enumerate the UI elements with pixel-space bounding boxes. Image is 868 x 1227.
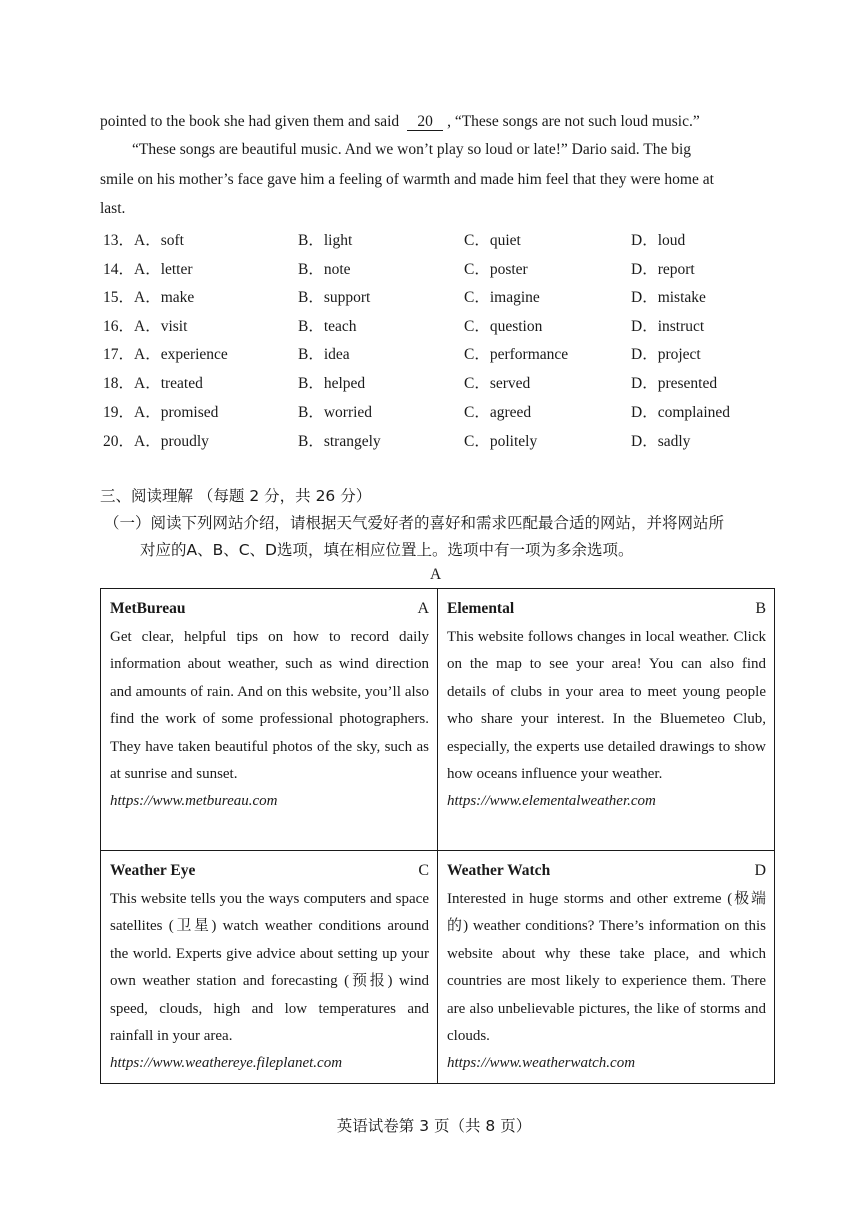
option-a: 16．A．visit — [103, 318, 188, 335]
option-d: D．loud — [631, 232, 686, 249]
website-description: Get clear, helpful tips on how to record daily information about weather, such as wind direction and amounts of rain. And on this website, you’ll also find the work of some professional photographers. They have taken beautiful photos of the sky, such as at sunrise and sunset. — [110, 629, 429, 783]
option-c: C．agreed — [464, 404, 532, 421]
website-card-weather-eye — [101, 851, 438, 1084]
question-row — [100, 285, 780, 305]
section-instruction-2: 对应的A、B、C、D选项，填在相应位置上。选项中有一项为多余选项。 — [140, 541, 634, 559]
passage-line-2: “These songs are beautiful music. And we won’t play so loud or late!” Dario said. The big — [132, 141, 692, 158]
section-instruction-1: （一）阅读下列网站介绍，请根据天气爱好者的喜好和需求匹配最合适的网站，并将网站所 — [104, 514, 725, 532]
question-row — [100, 371, 780, 391]
question-row — [100, 429, 780, 449]
option-c: C．served — [464, 375, 531, 392]
website-url: https://www.weatherwatch.com — [447, 1055, 636, 1072]
website-name: MetBureau — [110, 600, 186, 617]
option-c: C．poster — [464, 261, 528, 278]
option-d: D．project — [631, 346, 701, 363]
option-b: B．worried — [298, 404, 373, 421]
question-row — [100, 342, 780, 362]
option-b: B．support — [298, 289, 371, 306]
website-description: This website tells you the ways computers and space satellites (卫星) watch weather conditions around the world. Experts give advice about setting up your own weather station and forecasting (预报) wind speed, clouds, high and low temperatures and rainfall in your area. — [110, 891, 429, 1045]
website-table — [100, 588, 775, 1084]
website-letter: B — [755, 600, 766, 617]
website-letter: A — [417, 600, 429, 617]
answer-blank-20: 20 — [407, 113, 443, 131]
website-url: https://www.elementalweather.com — [447, 793, 656, 810]
option-c: C．imagine — [464, 289, 540, 306]
website-description: Interested in huge storms and other extreme (极端的) weather conditions? There’s information on this website about why these take place, and which countries are most likely to experience them. There are also unbelievable pictures, the like of storms and clouds. — [447, 891, 766, 1045]
option-b: B．teach — [298, 318, 357, 335]
option-a: 19．A．promised — [103, 404, 219, 421]
website-url: https://www.weathereye.fileplanet.com — [110, 1055, 343, 1072]
question-row — [100, 400, 780, 420]
passage-line-3: smile on his mother’s face gave him a feeling of warmth and made him feel that they were home at — [100, 171, 714, 188]
option-c: C．quiet — [464, 232, 521, 249]
option-d: D．sadly — [631, 433, 691, 450]
website-card-metbureau — [101, 589, 438, 851]
website-name: Weather Eye — [110, 862, 196, 879]
website-card-weather-watch — [438, 851, 775, 1084]
option-c: C．performance — [464, 346, 569, 363]
passage-line-1 — [100, 112, 700, 132]
passage-line-4: last. — [100, 200, 126, 217]
website-letter: C — [418, 862, 429, 879]
option-d: D．mistake — [631, 289, 706, 306]
question-row — [100, 228, 780, 248]
page-footer: 英语试卷第 3 页（共 8 页） — [336, 1117, 532, 1135]
option-c: C．question — [464, 318, 543, 335]
section-title: 三、阅读理解 （每题 2 分，共 26 分） — [100, 487, 372, 505]
option-b: B．idea — [298, 346, 350, 363]
option-a: 17．A．experience — [103, 346, 228, 363]
website-description: This website follows changes in local weather. Click on the map to see your area! You can also find details of clubs in your area to meet young people who share your interest. In the Bluemeteo Club, especially, the experts use detailed drawings to show how oceans influence your weather. — [447, 629, 766, 783]
website-letter: D — [754, 862, 766, 879]
option-a: 15．A．make — [103, 289, 195, 306]
option-b: B．helped — [298, 375, 366, 392]
option-b: B．note — [298, 261, 351, 278]
website-card-elemental — [438, 589, 775, 851]
option-b: B．light — [298, 232, 353, 249]
group-letter: A — [430, 566, 442, 583]
option-a: 13．A．soft — [103, 232, 184, 249]
passage-line-1-pre: pointed to the book she had given them and said — [100, 113, 400, 130]
question-row — [100, 314, 780, 334]
option-c: C．politely — [464, 433, 538, 450]
option-a: 18．A．treated — [103, 375, 203, 392]
passage-line-1-post: , “These songs are not such loud music.” — [447, 113, 700, 130]
website-name: Elemental — [447, 600, 515, 617]
website-url: https://www.metbureau.com — [110, 793, 278, 810]
option-d: D．instruct — [631, 318, 705, 335]
option-a: 14．A．letter — [103, 261, 193, 278]
option-a: 20．A．proudly — [103, 433, 209, 450]
option-d: D．complained — [631, 404, 731, 421]
option-d: D．report — [631, 261, 695, 278]
option-d: D．presented — [631, 375, 718, 392]
question-row — [100, 257, 780, 277]
option-b: B．strangely — [298, 433, 381, 450]
website-name: Weather Watch — [447, 862, 551, 879]
